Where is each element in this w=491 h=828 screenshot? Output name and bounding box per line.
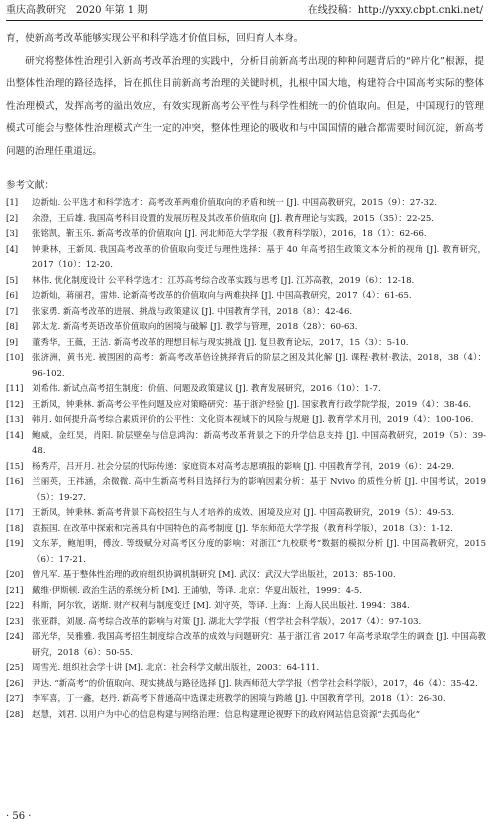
references-heading: 参考文献：: [6, 180, 54, 191]
reference-number: [15]: [6, 461, 24, 472]
reference-text: 王新凤，钟秉林. 新高考背景下高校招生与人才培养的成效、困境及应对 [J]. 中国高教研究，2019（5）：49-53.: [32, 508, 455, 518]
reference-item: [6, 537, 486, 568]
reference-text: 郭太龙. 新高考英语改革价值取向的困境与破解 [J]. 教学与管理，2018（28）：60-63.: [32, 322, 358, 332]
reference-text: 杨秀芹，吕开月. 社会分层的代际传递：家庭资本对高考志愿填报的影响 [J]. 中国教育学刊，2019（6）：24-29.: [32, 461, 455, 472]
reference-item: [6, 630, 486, 661]
reference-number: [17]: [6, 508, 24, 518]
reference-item: [6, 305, 486, 321]
reference-item: [6, 413, 486, 429]
reference-number: [19]: [6, 539, 24, 549]
reference-item: [6, 677, 486, 693]
reference-number: [28]: [6, 709, 24, 720]
reference-text: 戴维·伊斯顿. 政治生活的系统分析 [M]. 王浦劬，等译. 北京：华夏出版社，1999：4-5.: [32, 585, 362, 596]
reference-text: 兰丽英，王祎涵，余微微. 高中生新高考科目选择行为的影响因素分析：基于 Nvivo 的质性分析 [J]. 中国考试，2019（5）：19-27.: [32, 477, 486, 503]
reference-item: [6, 568, 486, 584]
reference-number: [7]: [6, 306, 19, 317]
reference-text: 尹达. “新高考”的价值取向、现实挑战与路径选择 [J]. 陕西师范大学学报（哲学社会科学版），2017，46（4）：35-42.: [32, 678, 478, 689]
reference-text: 林伟. 优化制度设计 公平科学选才：江苏高考综合改革实践与思考 [J]. 江苏高教，2019（6）：12-18.: [32, 275, 415, 286]
reference-number: [21]: [6, 585, 24, 596]
reference-item: [6, 599, 486, 615]
reference-number: [3]: [6, 229, 19, 239]
reference-item: [6, 243, 486, 274]
reference-text: 刘希伟. 新试点高考招生制度：价值、问题及政策建议 [J]. 教育发展研究，2016（10）：1-7.: [32, 384, 381, 394]
reference-text: 曾凡军. 基于整体性治理的政府组织协调机制研究 [M]. 武汉：武汉大学出版社，2013：85-100.: [32, 570, 396, 580]
reference-text: 赵慧，刘君. 以用户为中心的信息构建与网络治理：信息构建理论视野下的政府网站信息资源“去孤岛化”: [32, 709, 421, 720]
reference-text: 余澄，王后雄. 我国高考科目设置的发展历程及其改革价值取向 [J]. 教育理论与实践，2015（35）：22-25.: [32, 213, 434, 224]
reference-item: [6, 212, 486, 228]
reference-number: [8]: [6, 322, 19, 332]
reference-text: 钟秉林，王新凤. 我国高考改革的价值取向变迁与理性选择：基于 40 年高考招生政策文本分析的视角 [J]. 教育研究，2017（10）：12-20.: [32, 244, 486, 270]
journal-issue: 重庆高教研究 2020 年第 1 期: [6, 5, 148, 16]
paragraph: 育，使新高考改革能够实现公平和科学选才价值目标，回归育人本身。: [6, 33, 304, 44]
reference-item: [6, 429, 486, 460]
reference-number: [18]: [6, 523, 24, 534]
reference-item: [6, 615, 486, 631]
reference-text: 张亚群，刘晟. 高考综合改革的影响与对策 [J]. 湖北大学学报（哲学社会科学版），2017（4）：97-103.: [32, 616, 422, 627]
reference-number: [13]: [6, 415, 24, 425]
reference-item: [6, 351, 486, 382]
reference-item: [6, 708, 486, 724]
reference-text: 张济洲，黄书光. 被围困的高考：新高考改革倍诠挑择背后的阶层之困及其化解 [J]. 课程·教材·教法，2018，38（4）：96-102.: [32, 353, 486, 379]
reference-item: [6, 692, 486, 708]
reference-number: [5]: [6, 275, 19, 286]
reference-number: [9]: [6, 337, 19, 348]
references-list: [6, 196, 486, 723]
reference-text: 周雪光. 组织社会学十讲 [M]. 北京：社会科学文献出版社，2003：64-111.: [32, 663, 320, 673]
reference-number: [24]: [6, 632, 24, 642]
reference-text: 鲍威，金红昊，肖阳. 阶层壁垒与信息鸿沟：新高考改革背景之下的升学信息支持 [J]. 中国高教研究，2019（5）：39-48.: [32, 430, 486, 456]
reference-text: 张家勇. 新高考改革的进展、挑战与政策建议 [J]. 中国教育学刊，2018（8）：42-46.: [32, 306, 353, 317]
reference-text: 李军喜，丁一鑫，赵丹. 新高考下普通高中选课走班教学的困境与跨越 [J]. 中国教育学刊，2018（1）：26-30.: [32, 694, 446, 704]
reference-item: [6, 460, 486, 476]
reference-number: [20]: [6, 570, 24, 580]
reference-item: [6, 506, 486, 522]
reference-number: [10]: [6, 353, 24, 363]
reference-number: [25]: [6, 663, 24, 673]
reference-number: [11]: [6, 384, 24, 394]
reference-text: 边新灿，蒋丽君，雷炜. 论新高考改革的价值取向与两难抉择 [J]. 中国高教研究，2017（4）：61-65.: [32, 291, 412, 301]
reference-text: 袁振国. 在改革中探索和完善具有中国特色的高考制度 [J]. 华东师范大学学报（教育科学版），2018（3）：1-12.: [32, 523, 453, 534]
reference-text: 韩月. 如何提升高考综合素质评价的公平性：文化资本视域下的风险与规避 [J]. 教育学术月刊，2019（4）：100-106.: [32, 415, 474, 425]
reference-item: [6, 274, 486, 290]
page-number: · 56 ·: [6, 811, 32, 822]
reference-number: [6]: [6, 291, 19, 301]
reference-item: [6, 227, 486, 243]
submission-url: 在线投稿：http://yxxy.cbpt.cnki.net/: [307, 5, 483, 16]
reference-item: [6, 320, 486, 336]
reference-number: [2]: [6, 213, 19, 224]
reference-number: [1]: [6, 198, 19, 208]
reference-item: [6, 475, 486, 506]
reference-item: [6, 289, 486, 305]
reference-number: [12]: [6, 399, 24, 410]
reference-text: 王新凤，钟秉林. 新高考公平性问题及应对策略研究：基于浙沪经验 [J]. 国家教育行政学院学报，2019（4）：38-46.: [32, 399, 472, 410]
reference-number: [23]: [6, 616, 24, 627]
reference-text: 董秀华，王薇，王洁. 新高考改革的理想目标与现实挑战 [J]. 复旦教育论坛，2017，15（3）：5-10.: [32, 337, 409, 348]
paragraph: 研究将整体性治理引入新高考改革治理的实践中，分析目前新高考出现的种种问题背后的“碎片化”根源，提出整体性治理的路径选择，旨在抓住目前新高考治理的关键时机，扎根中国大地，构建符合中国高考实际的整体性治理模式，发挥高考的溢出效应，有效实现新高考公平性与科学性相统一的价值取向。但是，中国现行的管理模式可能会与整体性治理模式产生一定的冲突，整体性理论的吸收和与中国国情的融合都需要时间沉淀，新高考问题的治理任重道远。: [6, 55, 484, 157]
reference-item: [6, 522, 486, 538]
reference-item: [6, 196, 486, 212]
reference-number: [27]: [6, 694, 24, 704]
running-header: [6, 2, 483, 21]
reference-item: [6, 584, 486, 600]
reference-number: [26]: [6, 678, 24, 689]
reference-number: [14]: [6, 430, 24, 441]
reference-number: [4]: [6, 244, 19, 255]
body-text: [6, 28, 484, 163]
reference-text: 邵光华，吴雅雅. 我国高考招生制度综合改革的成效与问题研究：基于浙江省 2017 年高考录取学生的调查 [J]. 中国高教研究，2018（6）：50-55.: [32, 632, 486, 658]
reference-number: [16]: [6, 477, 24, 487]
reference-number: [22]: [6, 601, 24, 611]
reference-item: [6, 398, 486, 414]
reference-item: [6, 382, 486, 398]
reference-item: [6, 336, 486, 352]
reference-item: [6, 661, 486, 677]
reference-text: 科斯，阿尔钦，诺斯. 财产权利与制度变迁 [M]. 刘守英，等译. 上海：上海人民出版社. 1994：384.: [32, 601, 410, 611]
reference-text: 文东茅，鲍旭明，傅汝. 等级赋分对高考区分度的影响：对浙江“九校联考”数据的模拟分析 [J]. 中国高教研究，2015（6）：17-21.: [32, 539, 486, 565]
reference-text: 边新灿. 公平选才和科学选才：高考改革两难价值取向的矛盾和统一 [J]. 中国高教研究，2015（9）：27-32.: [32, 198, 438, 208]
reference-text: 张铭凯，靳玉乐. 新高考改革的价值取向 [J]. 河北师范大学学报（教育科学版），2016，18（1）：62-66.: [32, 229, 427, 239]
